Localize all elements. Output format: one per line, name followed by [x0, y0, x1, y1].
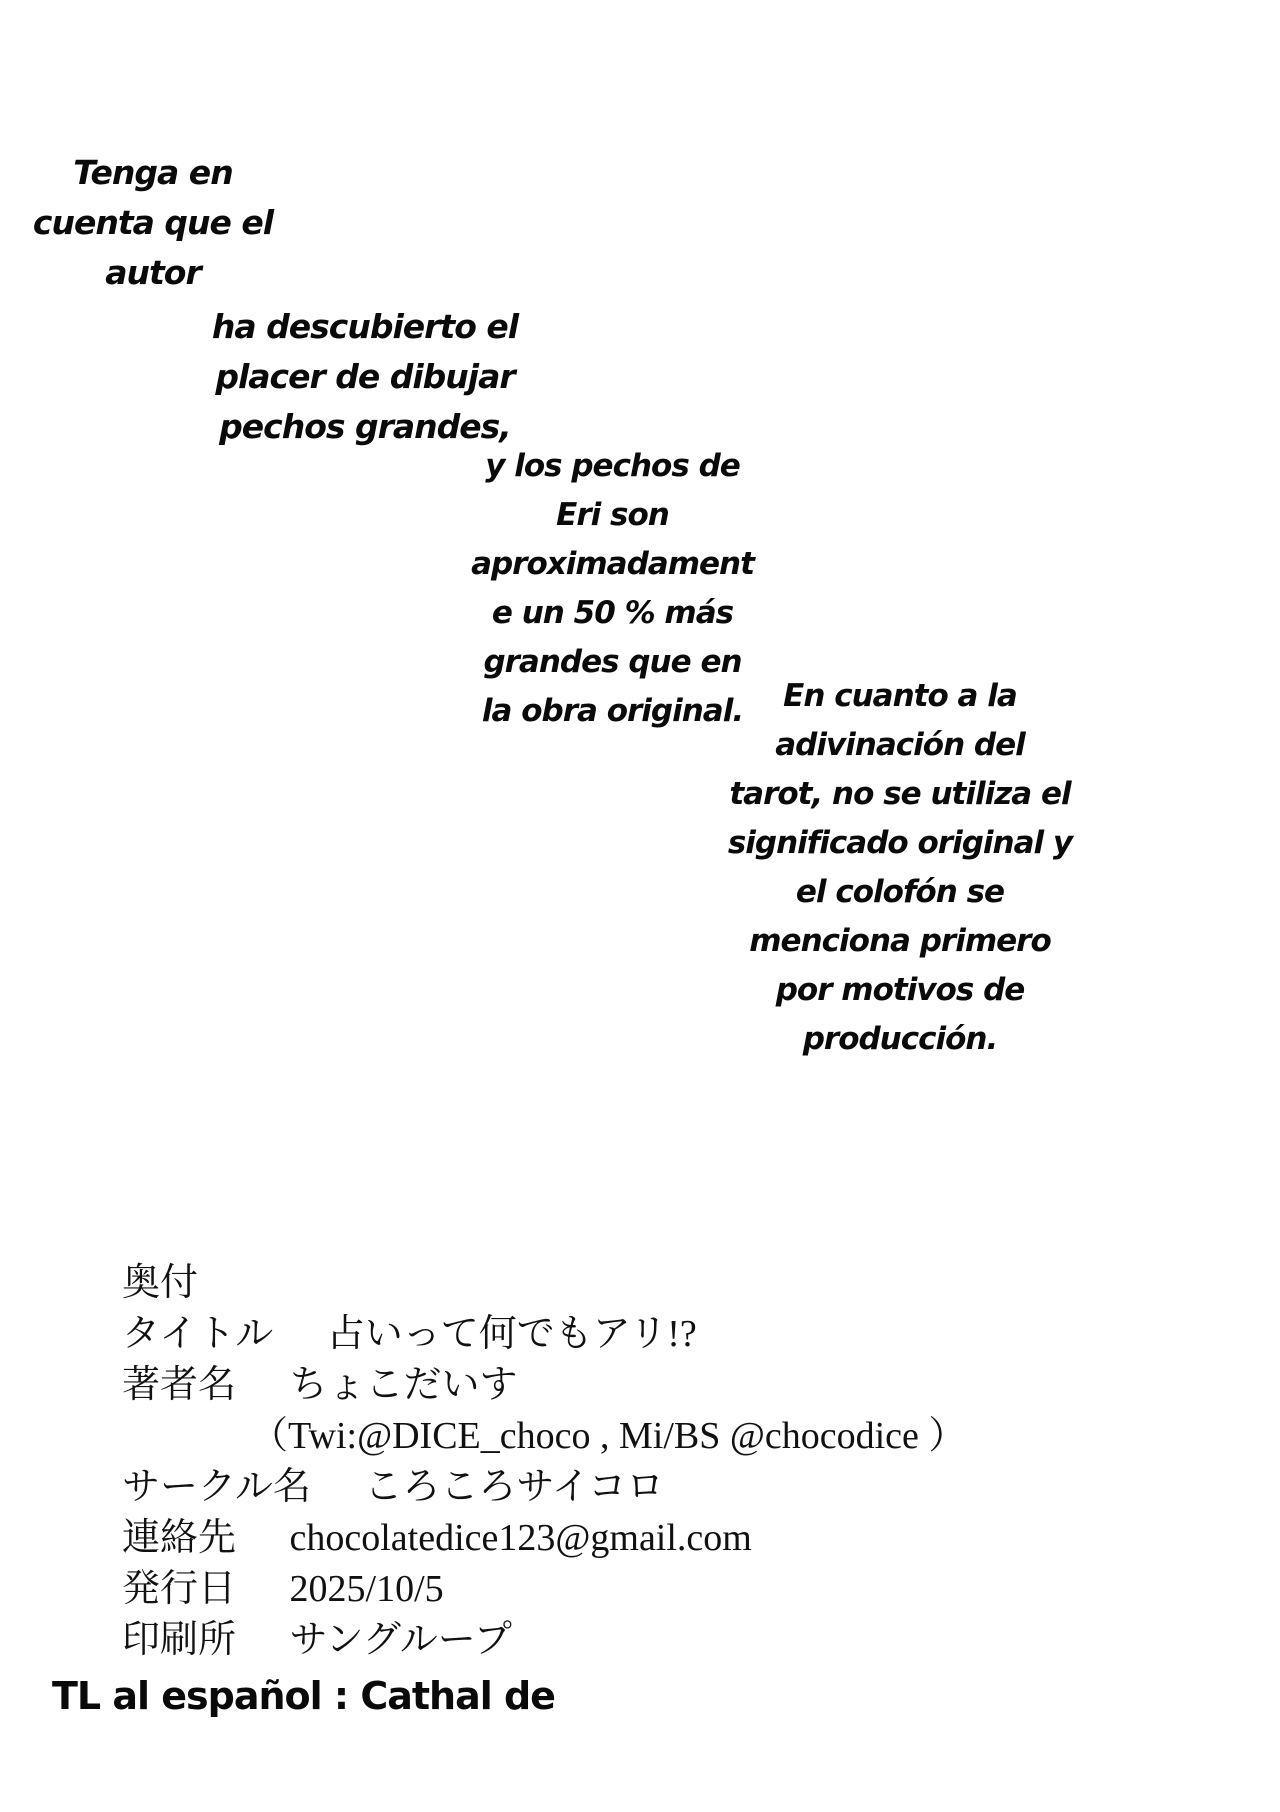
colophon-value-publish-date: 2025/10/5 — [289, 1568, 444, 1610]
colophon-row-printer — [122, 1615, 966, 1666]
colophon-label-printer: 印刷所 — [122, 1619, 237, 1661]
colophon-row-publish-date — [122, 1564, 966, 1615]
note-line: Tenga en — [73, 153, 233, 192]
colophon-value-printer: サングループ — [289, 1619, 512, 1661]
note-line: tarot, no se utiliza el — [729, 776, 1071, 812]
note-line: por motivos de — [775, 972, 1025, 1008]
colophon-heading-text: 奥付 — [122, 1262, 199, 1304]
colophon-row-social-handles — [122, 1411, 966, 1462]
note-line: aproximadament — [471, 546, 754, 582]
colophon-label-title: タイトル — [122, 1313, 274, 1355]
note-line: grandes que en — [483, 644, 742, 680]
note-line: cuenta que el — [32, 203, 274, 242]
colophon-label-circle: サークル名 — [122, 1466, 311, 1508]
colophon-row-contact — [122, 1513, 966, 1564]
colophon-value-social-handles: （Twi:@DICE_choco , Mi/BS @chocodice ） — [250, 1415, 967, 1457]
note-line: pechos grandes, — [219, 407, 511, 446]
note-line: producción. — [802, 1021, 998, 1057]
colophon — [122, 1258, 966, 1666]
colophon-value-title: 占いって何でもアリ!? — [326, 1313, 697, 1355]
translator-note-tarot — [715, 672, 1085, 1064]
colophon-label-contact: 連絡先 — [122, 1517, 237, 1559]
translator-note-author-intro — [28, 148, 278, 298]
translator-note-discovery — [205, 302, 525, 452]
note-line: adivinación del — [775, 727, 1025, 763]
note-line: e un 50 % más — [491, 595, 734, 631]
note-line: En cuanto a la — [783, 678, 1017, 714]
colophon-value-contact-email: chocolatedice123@gmail.com — [289, 1517, 752, 1559]
note-line: el colofón se — [795, 874, 1005, 910]
colophon-heading — [122, 1258, 966, 1309]
spanish-translation-credit: TL al español : Cathal de — [52, 1674, 555, 1718]
colophon-value-author: ちょこだいす — [289, 1364, 518, 1406]
colophon-row-circle — [122, 1462, 966, 1513]
note-line: menciona primero — [749, 923, 1051, 959]
colophon-label-author: 著者名 — [122, 1364, 237, 1406]
note-line: y los pechos de — [485, 448, 740, 484]
note-line: Eri son — [556, 497, 669, 533]
note-line: la obra original. — [481, 693, 744, 729]
colophon-value-circle: ころころサイコロ — [364, 1466, 665, 1508]
colophon-row-title — [122, 1309, 966, 1360]
note-line: significado original y — [727, 825, 1073, 861]
colophon-label-publish-date: 発行日 — [122, 1568, 237, 1610]
note-line: ha descubierto el — [211, 307, 519, 346]
note-line: autor — [105, 253, 201, 292]
colophon-row-author — [122, 1360, 966, 1411]
note-line: placer de dibujar — [215, 357, 515, 396]
